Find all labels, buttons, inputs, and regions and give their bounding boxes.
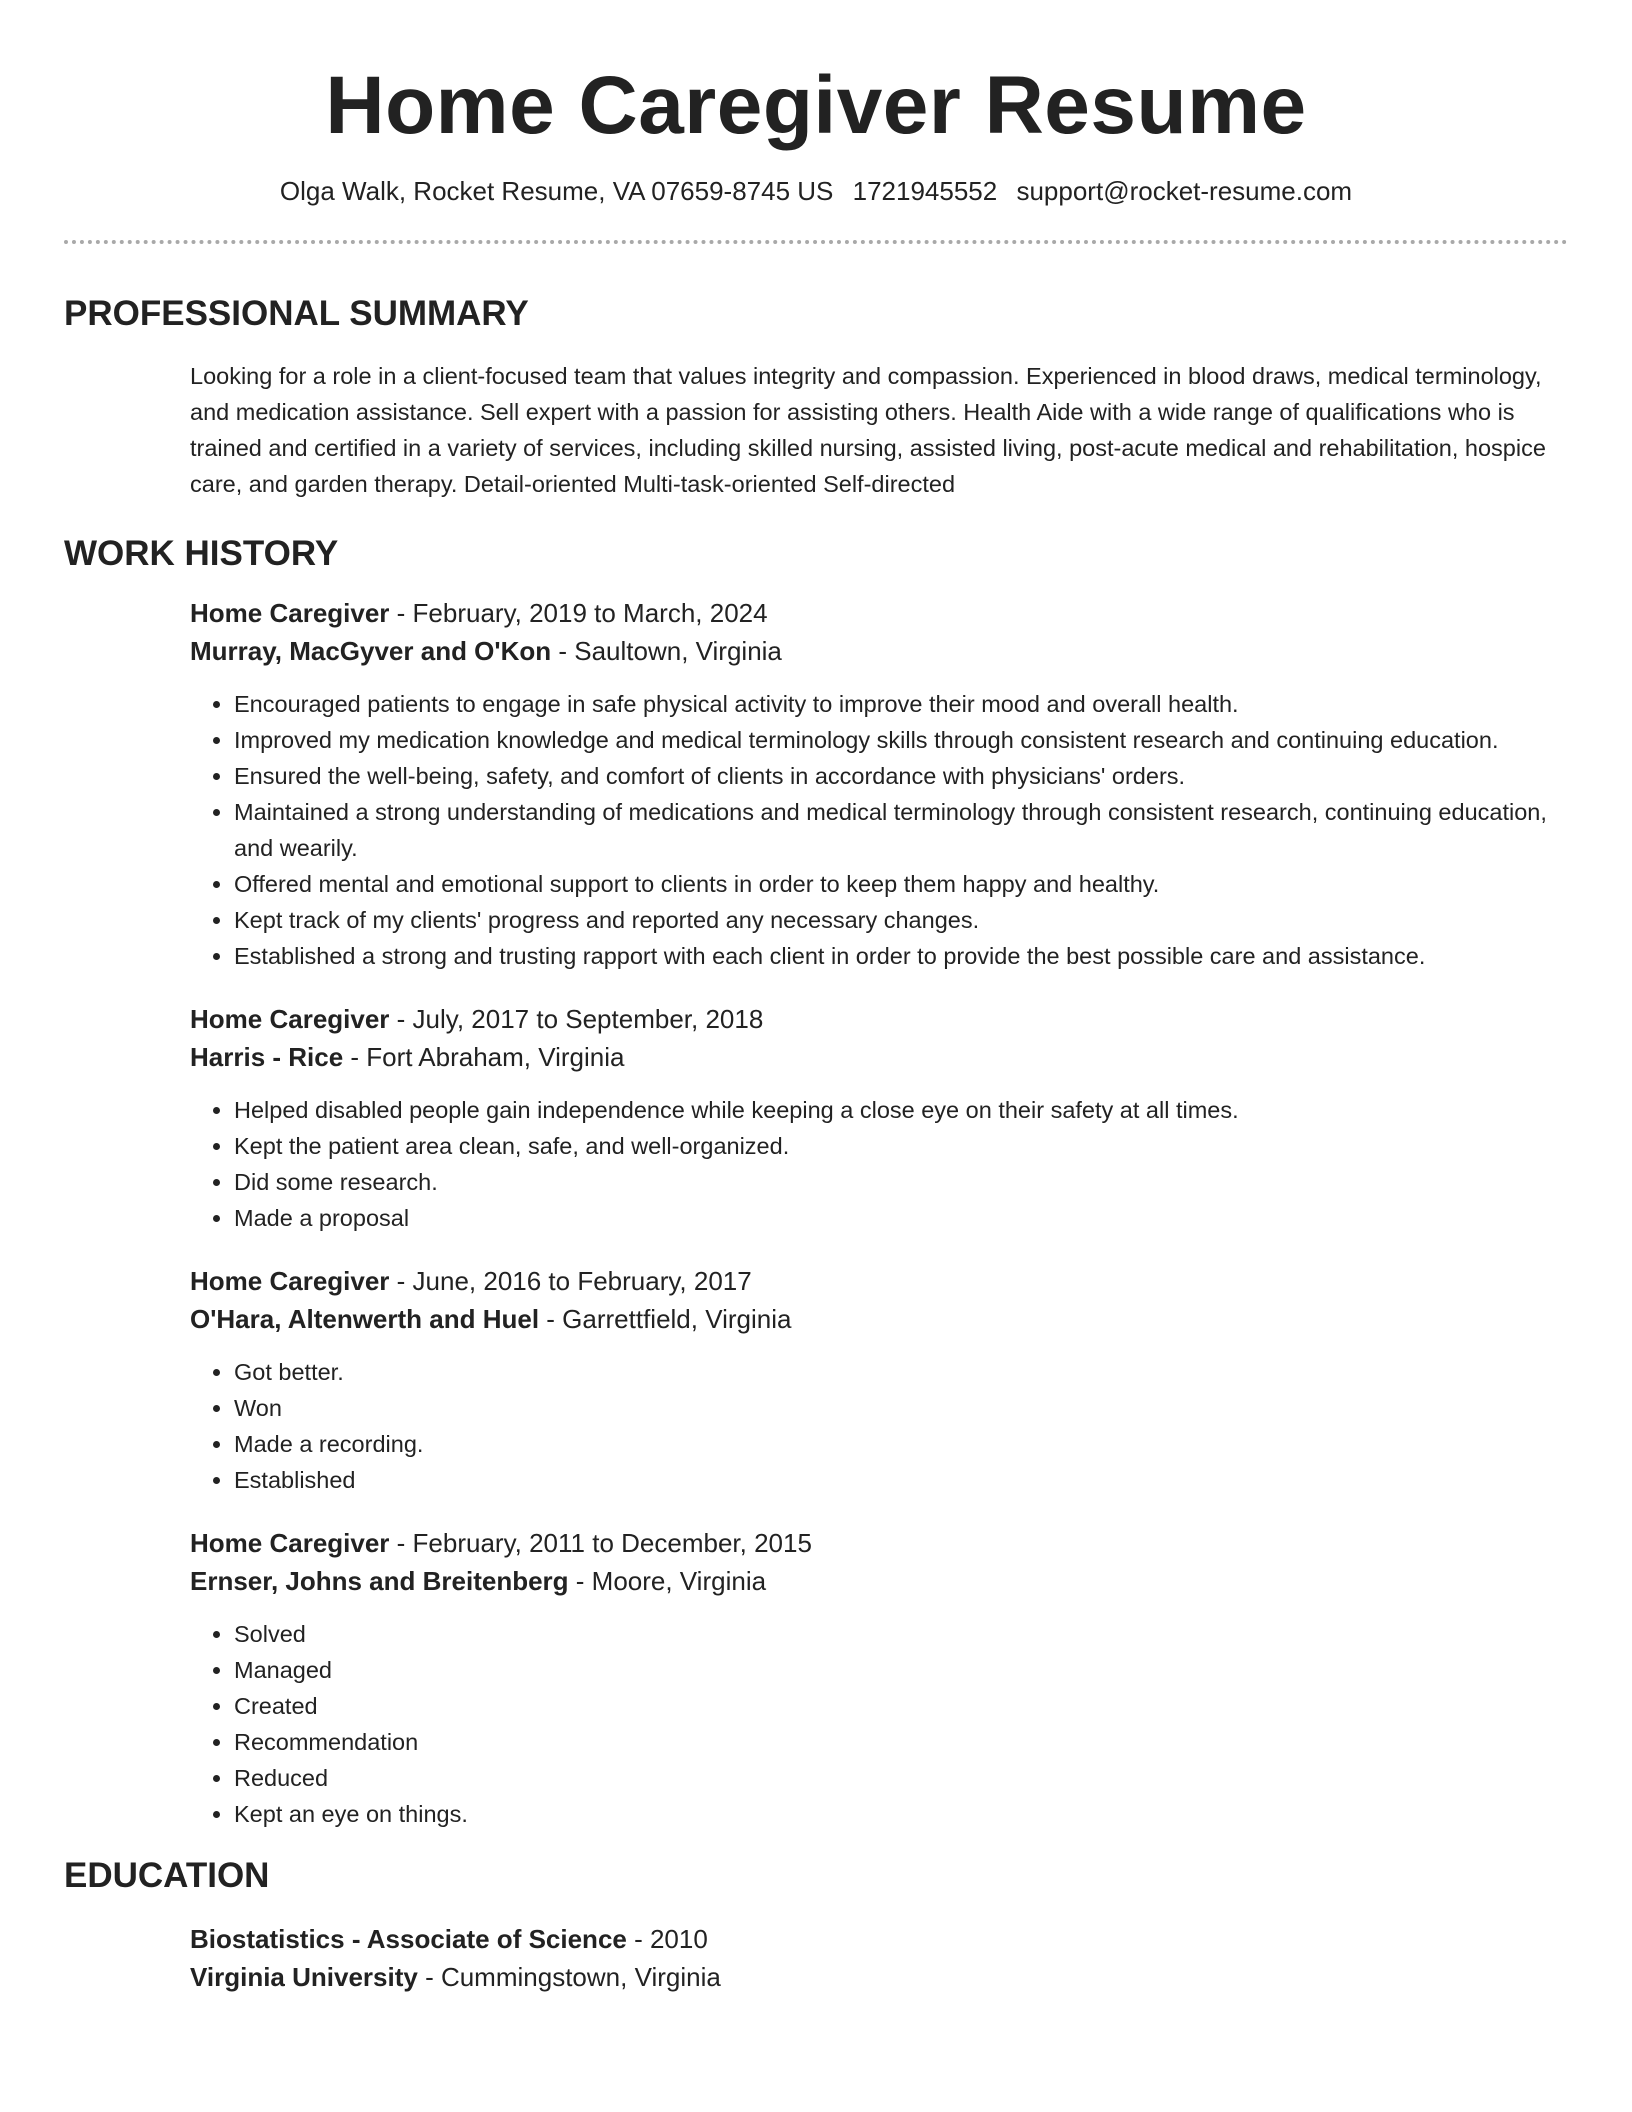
job-location: - Saultown, Virginia [551,636,782,666]
contact-line [64,174,1568,208]
work-history-heading: WORK HISTORY [64,534,339,573]
job-location: - Fort Abraham, Virginia [343,1042,625,1072]
job-company-line [190,632,1568,670]
job-title: Home Caregiver [190,1266,390,1296]
duty-item: • Offered mental and emotional support to clients in order to keep them happy and healthy. [234,866,1568,902]
job-entry [190,1262,1568,1498]
school-line [190,1958,1568,1996]
header-divider [64,240,1568,244]
school-name: Virginia University [190,1962,418,1992]
resume-title: Home Caregiver Resume [325,60,1307,151]
duty-item: • Kept an eye on things. [234,1796,1568,1832]
education-entry [190,1920,1568,1996]
duty-item: • Made a recording. [234,1426,1568,1462]
contact-email: support@rocket-resume.com [1016,176,1353,206]
duty-item: • Kept track of my clients' progress and reported any necessary changes. [234,902,1568,938]
job-dates: - July, 2017 to September, 2018 [389,1004,764,1034]
duty-item: • Got better. [234,1354,1568,1390]
school-location: - Cummingstown, Virginia [417,1962,721,1992]
job-duties [190,1616,1568,1832]
duty-item: • Improved my medication knowledge and medical terminology skills through consistent research and continuing education. [234,722,1568,758]
summary-text: Looking for a role in a client-focused team that values integrity and compassion. Experienced in blood draws, medical terminology, and medication assistance. Sell expert with a passion for assisting others. Health Aide with a wide range of qualifications who is trained and certified in a variety of services, including skilled nursing, assisted living, post-acute medical and rehabilitation, hospice care, and garden therapy. Detail-oriented Multi-task-oriented Self-directed [190,363,1546,497]
job-company-line [190,1300,1568,1338]
job-title: Home Caregiver [190,1004,390,1034]
job-title-line [190,594,1568,632]
education-heading: EDUCATION [64,1856,270,1895]
job-title-line [190,1000,1568,1038]
contact-address: Olga Walk, Rocket Resume, VA 07659-8745 US [279,176,834,206]
job-entry [190,1524,1568,1832]
duty-item: • Made a proposal [234,1200,1568,1236]
job-company-line [190,1562,1568,1600]
job-title-line [190,1262,1568,1300]
duty-item: • Helped disabled people gain independence while keeping a close eye on their safety at all times. [234,1092,1568,1128]
duty-item: • Solved [234,1616,1568,1652]
job-dates: - February, 2011 to December, 2015 [389,1528,812,1558]
summary-heading: PROFESSIONAL SUMMARY [64,294,529,333]
duty-item: • Created [234,1688,1568,1724]
job-location: - Moore, Virginia [568,1566,767,1596]
job-company: Murray, MacGyver and O'Kon [190,636,552,666]
job-company-line [190,1038,1568,1076]
contact-phone: 1721945552 [852,176,998,206]
duty-item: • Ensured the well-being, safety, and comfort of clients in accordance with physicians' orders. [234,758,1568,794]
job-duties [190,686,1568,974]
job-company: Ernser, Johns and Breitenberg [190,1566,569,1596]
duty-item: • Won [234,1390,1568,1426]
duty-item: • Established [234,1462,1568,1498]
job-dates: - June, 2016 to February, 2017 [389,1266,752,1296]
degree-line [190,1920,1568,1958]
duty-item: • Established a strong and trusting rapport with each client in order to provide the best possible care and assistance. [234,938,1568,974]
duty-item: • Maintained a strong understanding of medications and medical terminology through consistent research, continuing education, and wearily. [234,794,1568,866]
job-location: - Garrettfield, Virginia [539,1304,792,1334]
duty-item: • Encouraged patients to engage in safe physical activity to improve their mood and overall health. [234,686,1568,722]
job-title-line [190,1524,1568,1562]
job-entry [190,1000,1568,1236]
job-company: O'Hara, Altenwerth and Huel [190,1304,540,1334]
duty-item: • Kept the patient area clean, safe, and well-organized. [234,1128,1568,1164]
duty-item: • Reduced [234,1760,1568,1796]
degree-name: Biostatistics - Associate of Science [190,1924,627,1954]
job-title: Home Caregiver [190,598,390,628]
job-entry [190,594,1568,974]
job-dates: - February, 2019 to March, 2024 [389,598,768,628]
duty-item: • Did some research. [234,1164,1568,1200]
duty-item: • Managed [234,1652,1568,1688]
job-company: Harris - Rice [190,1042,344,1072]
job-duties [190,1092,1568,1236]
job-duties [190,1354,1568,1498]
job-title: Home Caregiver [190,1528,390,1558]
degree-year: - 2010 [626,1924,708,1954]
duty-item: • Recommendation [234,1724,1568,1760]
